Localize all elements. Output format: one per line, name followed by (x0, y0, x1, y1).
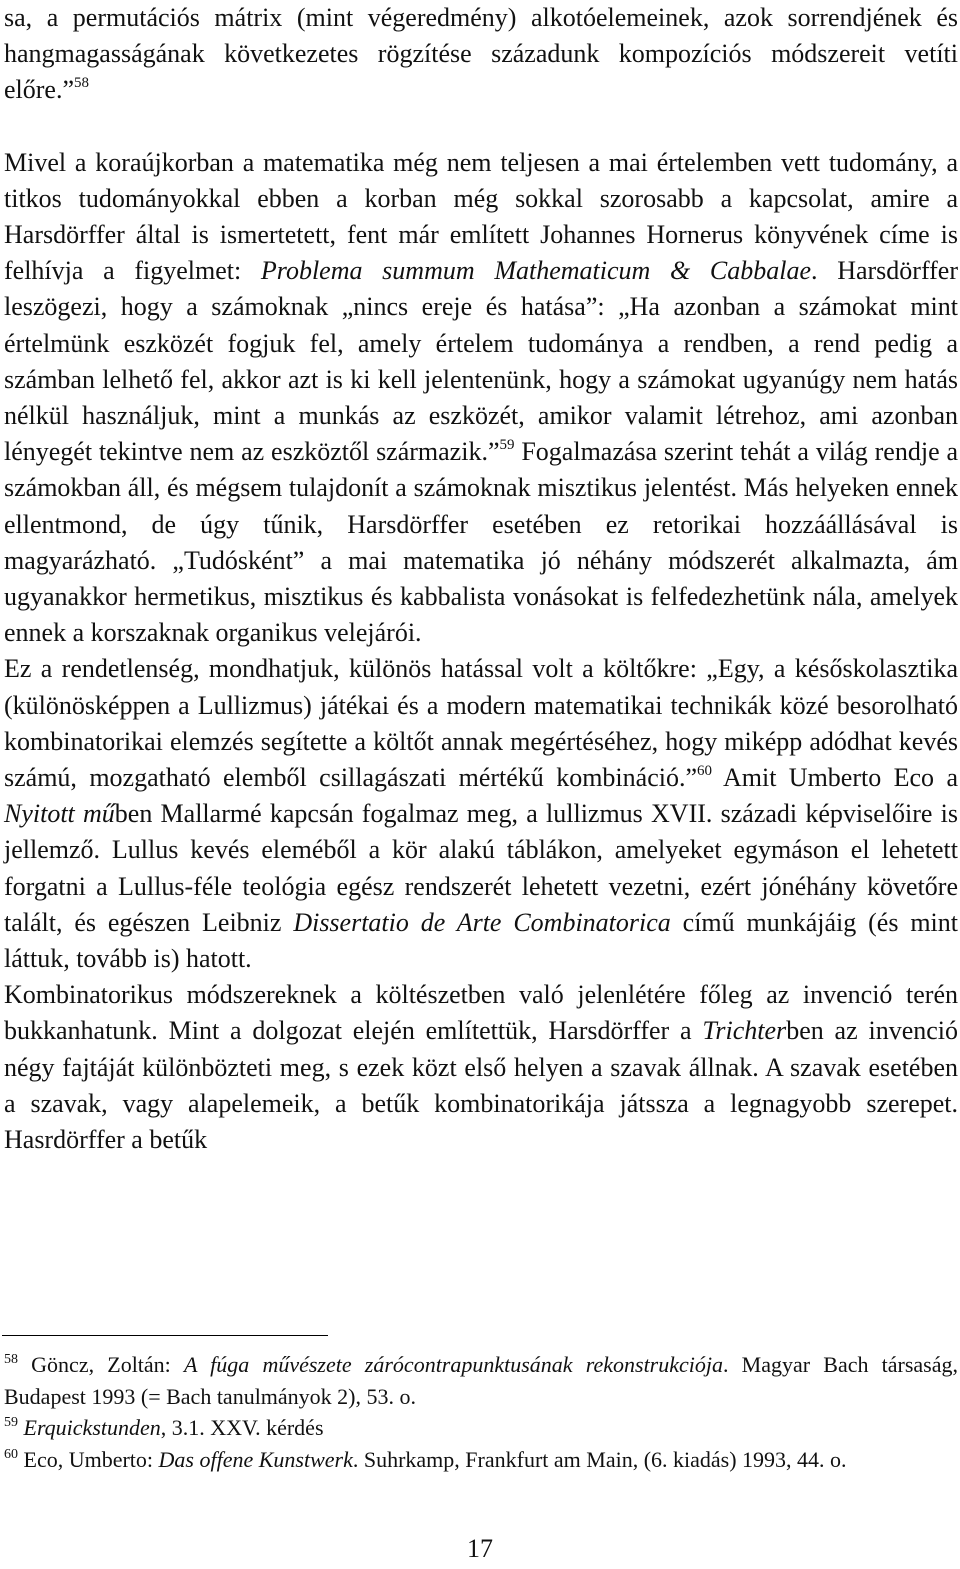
footnote-separator (2, 1335, 328, 1336)
footnotes (4, 1349, 958, 1475)
footnote-italic: Erquickstunden (23, 1415, 161, 1440)
footnote-text: . Magyar Bach társaság, Budapest 1993 (= Bach tanulmányok 2), 53. o. (4, 1352, 958, 1409)
paragraph-text: Amit Umberto Eco a (712, 763, 958, 793)
footnote-59 (4, 1412, 958, 1444)
paragraph-text: sa, a permutációs mátrix (mint végeredmény) alkotóelemeinek, azok sorrendjének és hangmagasságának következetes rögzítése századunk kompozíciós módszereit vetíti előre.” (4, 3, 958, 105)
paragraph-2 (4, 145, 958, 652)
italic-title: Nyitott mű (4, 799, 115, 829)
paragraph-3 (4, 651, 958, 977)
footnote-text: , 3.1. XXV. kérdés (160, 1415, 324, 1440)
footnote-ref-58[interactable]: 58 (74, 75, 90, 92)
footnote-ref-60[interactable]: 60 (697, 763, 712, 780)
paragraph-text: ben Mallarmé kapcsán fogalmaz meg, a lullizmus XVII. századi képviselőire is jellemző. Lullus kevés eleméből a kör alakú táblákon, amelyeket egymáson el lehetett forgatni a Lullus-féle teológia egész rendszerét lehetett vezetni, ezért jónéhány követőre talált, és egészen Leibniz (4, 799, 958, 937)
footnote-text: . Suhrkamp, Frankfurt am Main, (6. kiadás) 1993, 44. o. (352, 1446, 847, 1472)
footnote-ref-59[interactable]: 59 (499, 437, 515, 454)
paragraph-text: Ez a rendetlenség, mondhatjuk, különös hatással volt a költőkre: „Egy, a későskolasztika (különösképpen a Lullizmus) játékai és a modern matematikai technikák közé besorolható kombinatorikai elemzés segítette a költőt annak megértéséhez, hogy miképp adódhat kevés számú, mozgatható elemből csillagászati mértékű kombináció.” (4, 654, 958, 793)
footnote-60 (4, 1444, 958, 1476)
paragraph-1 (4, 0, 958, 109)
footnote-text: Göncz, Zoltán: (18, 1352, 184, 1377)
paragraph-4 (4, 977, 958, 1158)
footnote-italic: Das offene Kunstwerk (158, 1446, 353, 1472)
footnote-number: 59 (4, 1415, 18, 1430)
italic-title: Problema summum Mathematicum & Cabbalae (260, 256, 812, 286)
italic-title: Dissertatio de Arte Combinatorica (293, 907, 671, 937)
italic-title: Trichter (702, 1016, 787, 1046)
paragraph-text: ben az invenció négy fajtáját különbözteti meg, s ezek közt első helyen a szavak állnak. A szavak esetében a szavak, vagy alapelemeik, a betűk kombinatorikája játssza a legnagyobb szerepet. Hasrdörffer a betűk (4, 1016, 958, 1155)
page-number: 17 (467, 1534, 493, 1563)
footnote-58 (4, 1349, 958, 1412)
paragraph-text: Kombinatorikus módszereknek a költészetben való jelenlétére főleg az invenció terén bukkanhatunk. Mint a dolgozat elején említettük, Harsdörffer a (4, 980, 958, 1046)
paragraph-text: című munkájáig (és mint láttuk, tovább is) hatott. (4, 907, 958, 974)
paragraph-text: Mivel a koraújkorban a matematika még nem teljesen a mai értelemben vett tudomány, a titkos tudományokkal ebben a korban még sokkal szorosabb a kapcsolat, amire a Harsdörffer által is ismertetett, fent már említett Johannes Hornerus könyvének címe is felhívja a figyelmet: (4, 147, 958, 286)
footnote-number: 60 (4, 1446, 18, 1462)
footnote-text: Eco, Umberto: (18, 1446, 159, 1472)
paragraph-text: Fogalmazása szerint tehát a világ rendje a számokban áll, és mégsem tulajdonít a számoknak misztikus jelentést. Más helyeken ennek ellentmond, de úgy tűnik, Harsdörffer esetében ez retorikai hozzáállásával is magyarázható. „Tudósként” a mai matematika jó néhány módszerét alkalmazta, ám ugyanakkor hermetikus, misztikus és kabbalista vonásokat is felfedezhetünk nála, amelyek ennek a korszaknak organikus velejárói. (4, 437, 958, 648)
footnote-number: 58 (4, 1352, 18, 1367)
paragraph-text: . Harsdörffer leszögezi, hogy a számoknak „nincs ereje és hatása”: „Ha azonban a számokat mint értelmünk eszközét fogjuk fel, amely értelem tudománya a rendben, a rend pedig a számban lelhető fel, akkor azt is ki kell jelentenünk, hogy a számokat ugyanúgy nem hatás nélkül használjuk, mint a munkás az eszközét, amikor valamit létrehoz, ami azonban lényegét tekintve nem az eszköztől származik.” (4, 256, 959, 467)
footnote-italic: A fúga művészete zárócontrapunktusának rekonstrukciója (183, 1352, 724, 1377)
page-body (4, 0, 958, 1158)
